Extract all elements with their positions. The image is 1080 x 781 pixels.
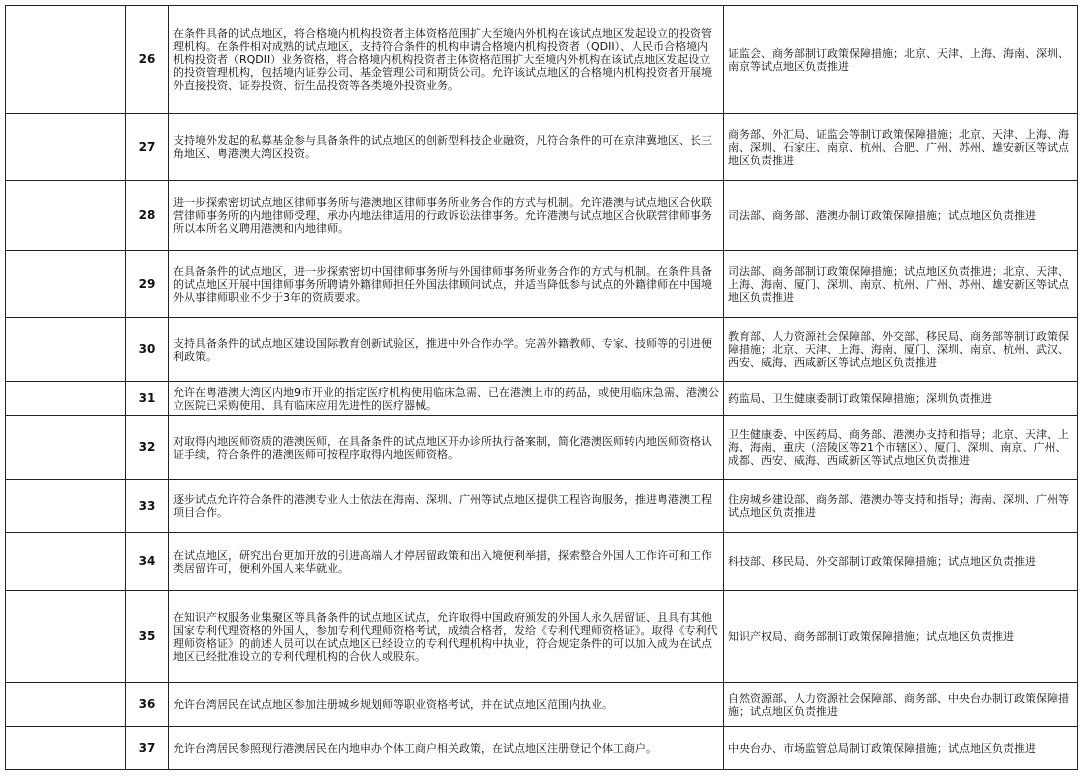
table-row <box>6 591 1078 683</box>
item-number: 29 <box>126 251 169 318</box>
blank-cell <box>6 591 126 683</box>
blank-cell <box>6 318 126 382</box>
item-number: 35 <box>126 591 169 683</box>
measure-text: 对取得内地医师资质的港澳医师，在具备条件的试点地区开办诊所执行备案制，简化港澳医师转内地医师资格认证手续，符合条件的港澳医师可按程序取得内地医师资格。 <box>169 416 724 480</box>
item-number: 36 <box>126 683 169 727</box>
table-row <box>6 251 1078 318</box>
blank-cell <box>6 251 126 318</box>
department-text: 药监局、卫生健康委制订政策保障措施；深圳负责推进 <box>724 382 1078 416</box>
department-text: 教育部、人力资源社会保障部、外交部、移民局、商务部等制订政策保障措施；北京、天津、上海、海南、厦门、深圳、南京、杭州、武汉、西安、威海、西咸新区等试点地区负责推进 <box>724 318 1078 382</box>
blank-cell <box>6 181 126 251</box>
policy-table-container <box>5 5 1077 770</box>
blank-cell <box>6 533 126 591</box>
measure-text: 在具备条件的试点地区，进一步探索密切中国律师事务所与外国律师事务所业务合作的方式与机制。在条件具备的试点地区开展中国律师事务所聘请外籍律师担任外国法律顾问试点，并适当降低参与试点的外籍律师在中国境外从事律师职业不少于3年的资质要求。 <box>169 251 724 318</box>
item-number: 37 <box>126 727 169 770</box>
measure-text: 允许在粤港澳大湾区内地9市开业的指定医疗机构使用临床急需、已在港澳上市的药品，或使用临床急需、港澳公立医院已采购使用、具有临床应用先进性的医疗器械。 <box>169 382 724 416</box>
table-row <box>6 382 1078 416</box>
table-row <box>6 416 1078 480</box>
blank-cell <box>6 382 126 416</box>
item-number: 26 <box>126 6 169 114</box>
item-number: 31 <box>126 382 169 416</box>
measure-text: 进一步探索密切试点地区律师事务所与港澳地区律师事务所业务合作的方式与机制。允许港澳与试点地区合伙联营律师事务所的内地律师受理、承办内地法律适用的行政诉讼法律事务。允许港澳与试点地区合伙联营律师事务所以本所名义聘用港澳和内地律师。 <box>169 181 724 251</box>
policy-table <box>5 5 1078 770</box>
item-number: 33 <box>126 480 169 533</box>
blank-cell <box>6 480 126 533</box>
blank-cell <box>6 683 126 727</box>
measure-text: 逐步试点允许符合条件的港澳专业人士依法在海南、深圳、广州等试点地区提供工程咨询服务，推进粤港澳工程项目合作。 <box>169 480 724 533</box>
department-text: 中央台办、市场监管总局制订政策保障措施；试点地区负责推进 <box>724 727 1078 770</box>
blank-cell <box>6 6 126 114</box>
department-text: 科技部、移民局、外交部制订政策保障措施；试点地区负责推进 <box>724 533 1078 591</box>
item-number: 34 <box>126 533 169 591</box>
item-number: 30 <box>126 318 169 382</box>
table-row <box>6 6 1078 114</box>
measure-text: 在条件具备的试点地区，将合格境内机构投资者主体资格范围扩大至境内外机构在该试点地区发起设立的投资管理机构。在条件相对成熟的试点地区，支持符合条件的机构申请合格境内机构投资者（QDII）、人民币合格境内机构投资者（RQDII）业务资格，将合格境内机构投资者主体资格范围扩大至境内外机构在该试点地区发起设立的投资管理机构，包括境内证券公司、基金管理公司和期货公司。允许该试点地区的合格境内机构投资者开展境外直接投资、证券投资、衍生品投资等各类境外投资业务。 <box>169 6 724 114</box>
department-text: 商务部、外汇局、证监会等制订政策保障措施；北京、天津、上海、海南、深圳、石家庄、南京、杭州、合肥、广州、苏州、雄安新区等试点地区负责推进 <box>724 114 1078 181</box>
measure-text: 支持具备条件的试点地区建设国际教育创新试验区，推进中外合作办学。完善外籍教师、专家、技师等的引进便利政策。 <box>169 318 724 382</box>
department-text: 司法部、商务部制订政策保障措施；试点地区负责推进；北京、天津、上海、海南、厦门、深圳、南京、杭州、广州、苏州、雄安新区等试点地区负责推进 <box>724 251 1078 318</box>
table-row <box>6 114 1078 181</box>
table-row <box>6 318 1078 382</box>
table-row <box>6 727 1078 770</box>
policy-table-body <box>6 6 1078 770</box>
department-text: 自然资源部、人力资源社会保障部、商务部、中央台办制订政策保障措施；试点地区负责推进 <box>724 683 1078 727</box>
department-text: 司法部、商务部、港澳办制订政策保障措施；试点地区负责推进 <box>724 181 1078 251</box>
table-row <box>6 533 1078 591</box>
table-row <box>6 683 1078 727</box>
department-text: 知识产权局、商务部制订政策保障措施；试点地区负责推进 <box>724 591 1078 683</box>
measure-text: 支持境外发起的私募基金参与具备条件的试点地区的创新型科技企业融资，凡符合条件的可在京津冀地区、长三角地区、粤港澳大湾区投资。 <box>169 114 724 181</box>
department-text: 卫生健康委、中医药局、商务部、港澳办支持和指导；北京、天津、上海、海南、重庆（涪陵区等21个市辖区）、厦门、深圳、南京、广州、成都、西安、威海、西咸新区等试点地区负责推进 <box>724 416 1078 480</box>
measure-text: 在试点地区，研究出台更加开放的引进高端人才停居留政策和出入境便利举措，探索整合外国人工作许可和工作类居留许可，便利外国人来华就业。 <box>169 533 724 591</box>
measure-text: 允许台湾居民参照现行港澳居民在内地申办个体工商户相关政策，在试点地区注册登记个体工商户。 <box>169 727 724 770</box>
blank-cell <box>6 114 126 181</box>
department-text: 住房城乡建设部、商务部、港澳办等支持和指导；海南、深圳、广州等试点地区负责推进 <box>724 480 1078 533</box>
department-text: 证监会、商务部制订政策保障措施；北京、天津、上海、海南、深圳、南京等试点地区负责推进 <box>724 6 1078 114</box>
measure-text: 在知识产权服务业集聚区等具备条件的试点地区试点，允许取得中国政府颁发的外国人永久居留证、且具有其他国家专利代理资格的外国人，参加专利代理师资格考试，成绩合格者，发给《专利代理师资格证》。取得《专利代理师资格证》的前述人员可以在试点地区已经设立的专利代理机构中执业，符合规定条件的可以加入成为在试点地区已经批准设立的专利代理机构的合伙人或股东。 <box>169 591 724 683</box>
table-row <box>6 480 1078 533</box>
table-row <box>6 181 1078 251</box>
item-number: 28 <box>126 181 169 251</box>
item-number: 32 <box>126 416 169 480</box>
blank-cell <box>6 416 126 480</box>
measure-text: 允许台湾居民在试点地区参加注册城乡规划师等职业资格考试，并在试点地区范围内执业。 <box>169 683 724 727</box>
blank-cell <box>6 727 126 770</box>
item-number: 27 <box>126 114 169 181</box>
